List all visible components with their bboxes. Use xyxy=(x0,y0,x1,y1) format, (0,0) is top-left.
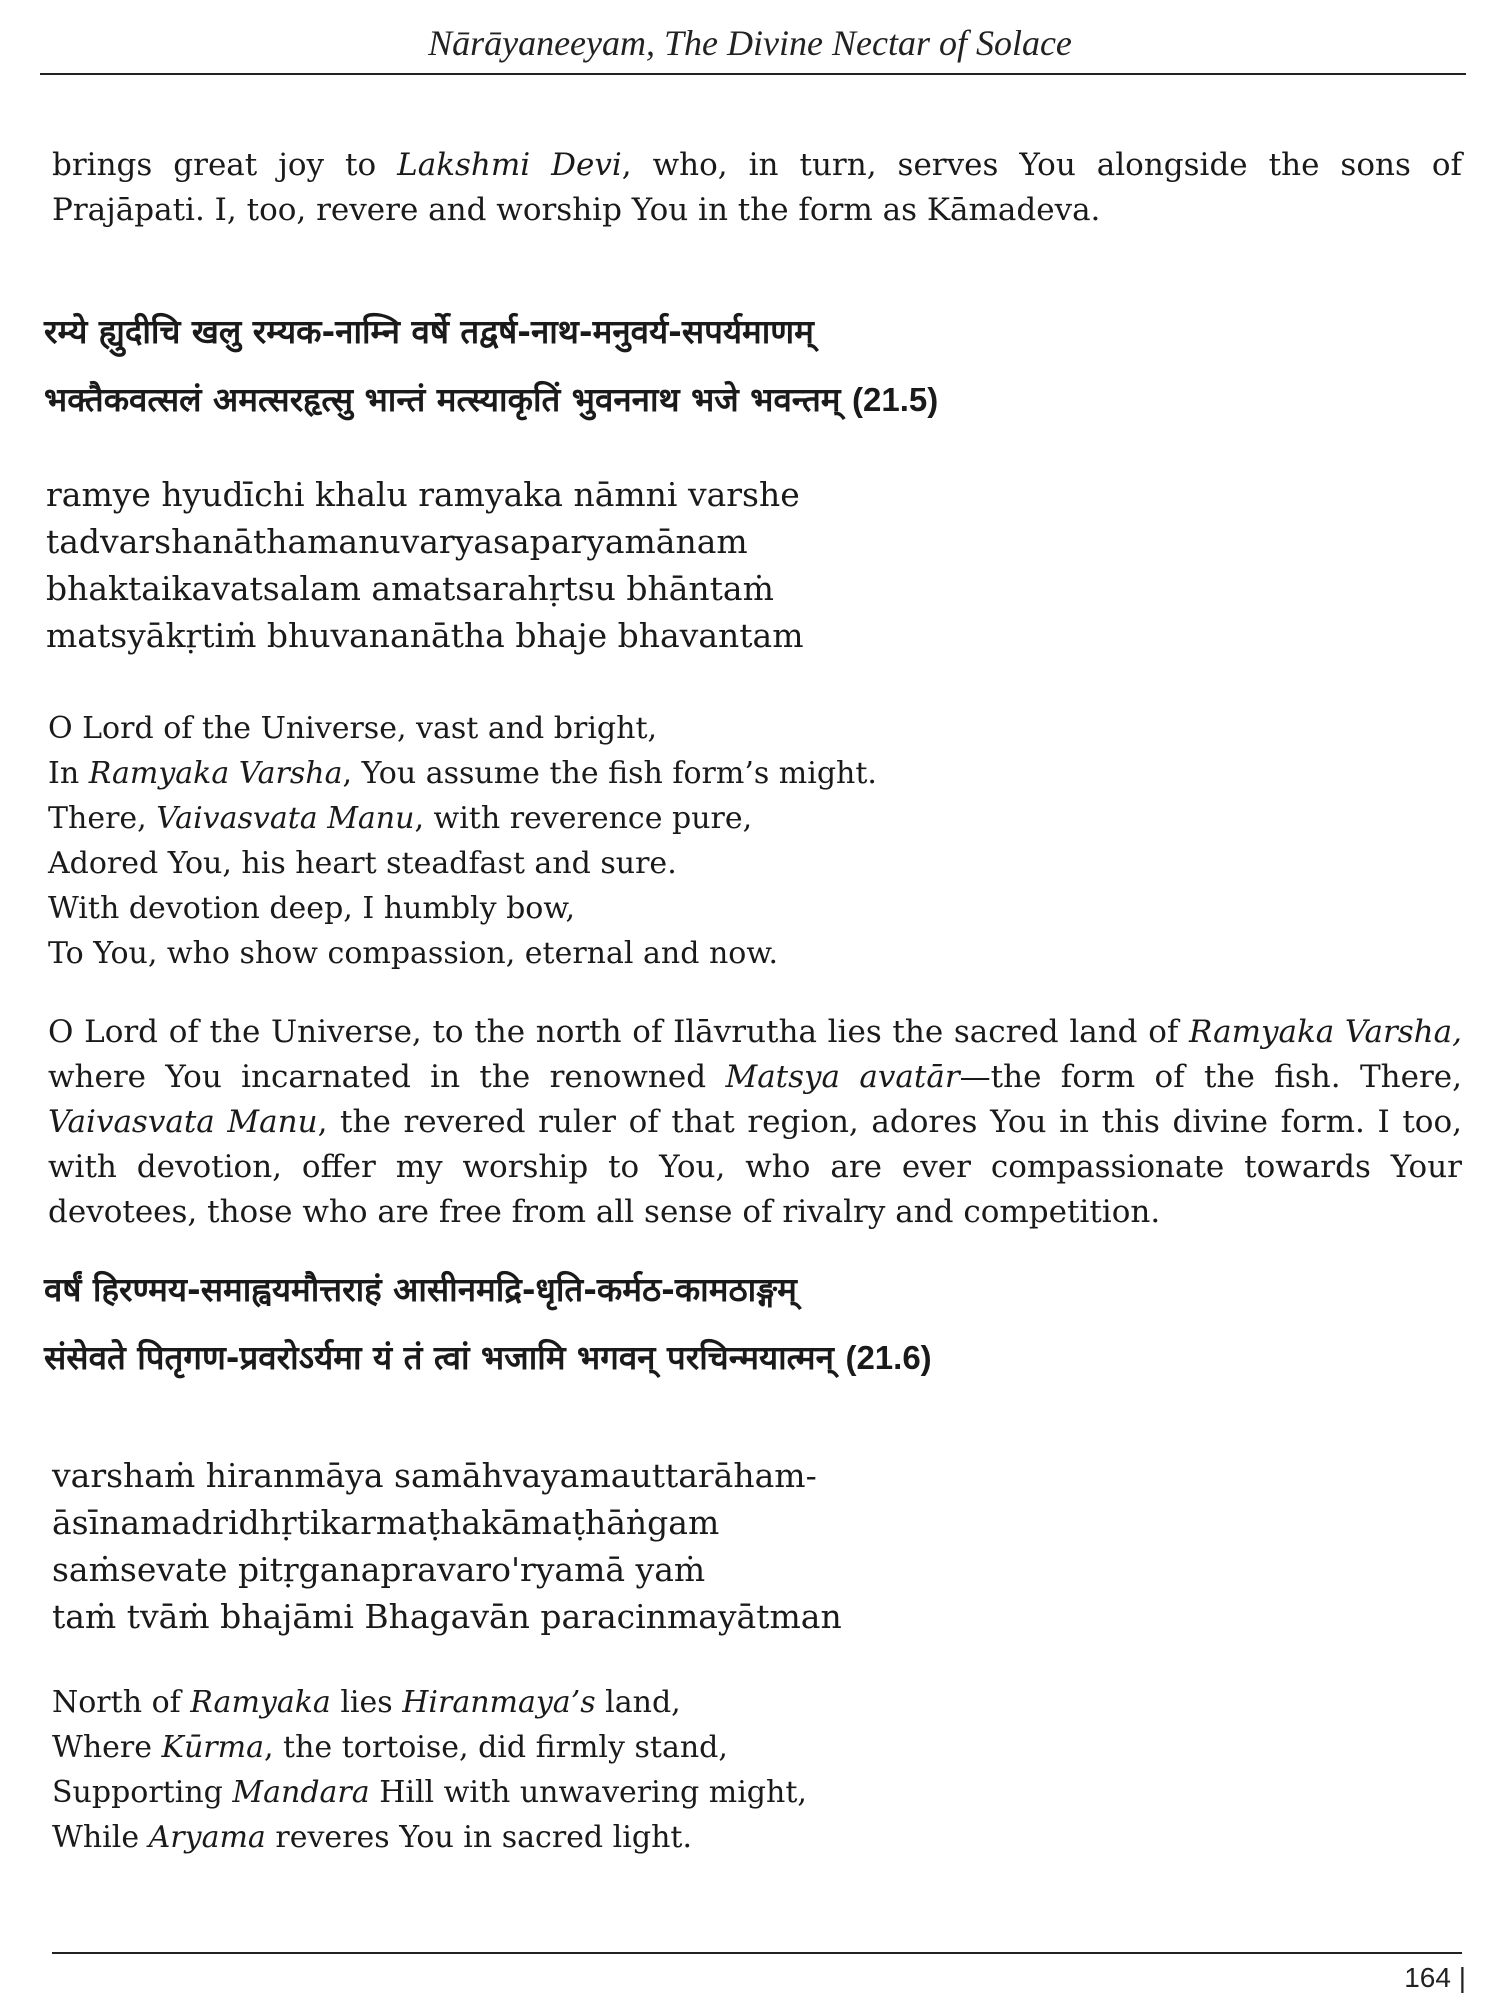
running-header-title: Nārāyaneeyam, The Divine Nectar of Solace xyxy=(428,23,1072,63)
italic-term: Mandara xyxy=(232,1775,370,1810)
transliteration-line: taṁ tvāṁ bhajāmi Bhagavān paracinmayātman xyxy=(52,1597,842,1636)
transliteration-line: matsyākṛtiṁ bhuvananātha bhaje bhavantam xyxy=(46,616,804,655)
italic-term: Ramyaka Varsha, xyxy=(1189,1014,1462,1050)
italic-term: Ramyaka Varsha xyxy=(88,756,343,791)
transliteration-21-5 xyxy=(46,471,804,659)
text-line: While Aryama reveres You in sacred light. xyxy=(52,1820,692,1855)
text-line: With devotion deep, I humbly bow, xyxy=(48,891,576,926)
transliteration-line: saṁsevate pitṛganapravaro'ryamā yaṁ xyxy=(52,1550,706,1589)
italic-term: Vaivasvata Manu xyxy=(48,1104,318,1140)
italic-term: Aryama xyxy=(148,1820,266,1855)
poem-21-5 xyxy=(48,706,877,976)
text-line: Where Kūrma, the tortoise, did firmly stand, xyxy=(52,1730,728,1765)
transliteration-line: āsīnamadridhṛtikarmaṭhakāmaṭhāṅgam xyxy=(52,1503,720,1542)
sanskrit-line: भक्तैकवत्सलं अमत्सरहृत्सु भान्तं मत्स्याकृतिं भुवननाथ भजे भवन्तम् (21.5) xyxy=(44,380,939,419)
verse-reference: (21.6) xyxy=(845,1339,932,1376)
text-line: where You incarnated in the renowned Matsya avatār—the form of the fish. There, xyxy=(48,1059,1462,1095)
transliteration-21-6 xyxy=(52,1452,842,1640)
text-line: O Lord of the Universe, vast and bright, xyxy=(48,711,658,746)
italic-term: Hiranmaya’s xyxy=(402,1685,596,1720)
text-line: Prajāpati. I, too, revere and worship You in the form as Kāmadeva. xyxy=(52,192,1101,228)
verse-reference: (21.5) xyxy=(852,381,939,418)
text-line: Adored You, his heart steadfast and sure. xyxy=(48,846,677,881)
text-line: with devotion, offer my worship to You, who are ever compassionate towards Your xyxy=(48,1149,1462,1185)
italic-term: Ramyaka xyxy=(190,1685,331,1720)
text-line: devotees, those who are free from all sense of rivalry and competition. xyxy=(48,1194,1161,1230)
italic-term: Kūrma xyxy=(161,1730,264,1765)
text-line: Supporting Mandara Hill with unwavering might, xyxy=(52,1775,807,1810)
italic-term: Matsya avatār xyxy=(725,1059,960,1095)
text-line: To You, who show compassion, eternal and now. xyxy=(48,936,778,971)
text-line: North of Ramyaka lies Hiranmaya’s land, xyxy=(52,1685,681,1720)
text-line: In Ramyaka Varsha, You assume the fish form’s might. xyxy=(48,756,877,791)
text-line: There, Vaivasvata Manu, with reverence pure, xyxy=(48,801,753,836)
text-line: Vaivasvata Manu, the revered ruler of that region, adores You in this divine form. I too, xyxy=(48,1104,1462,1140)
page-number: 164 | xyxy=(1404,1962,1466,1993)
intro-paragraph xyxy=(52,143,1462,233)
transliteration-line: varshaṁ hiranmāya samāhvayamauttarāham- xyxy=(52,1456,817,1495)
sanskrit-line: रम्ये ह्युदीचि खलु रम्यक-नाम्नि वर्षे तद्वर्ष-नाथ-मनुवर्य-सपर्यमाणम् xyxy=(44,312,814,351)
prose-21-5 xyxy=(48,1010,1462,1235)
text-line: O Lord of the Universe, to the north of Ilāvrutha lies the sacred land of Ramyaka Varsha, xyxy=(48,1014,1462,1050)
sanskrit-verse-21-6 xyxy=(44,1256,932,1392)
transliteration-line: tadvarshanāthamanuvaryasaparyamānam xyxy=(46,522,748,561)
header-rule xyxy=(40,73,1466,75)
text-line: brings great joy to Lakshmi Devi, who, in turn, serves You alongside the sons of xyxy=(52,147,1462,183)
sanskrit-line: वर्षं हिरण्मय-समाह्वयमौत्तराहं आसीनमद्रि-धृति-कर्मठ-कामठाङ्गम् xyxy=(44,1270,797,1309)
transliteration-line: bhaktaikavatsalam amatsarahṛtsu bhāntaṁ xyxy=(46,569,774,608)
transliteration-line: ramye hyudīchi khalu ramyaka nāmni varshe xyxy=(46,475,800,514)
italic-term: Vaivasvata Manu xyxy=(156,801,415,836)
sanskrit-line: संसेवते पितृगण-प्रवरोऽर्यमा यं तं त्वां भजामि भगवन् परचिन्मयात्मन् (21.6) xyxy=(44,1338,932,1377)
sanskrit-verse-21-5 xyxy=(44,298,938,434)
footer-rule xyxy=(52,1952,1462,1954)
italic-term: Lakshmi Devi xyxy=(397,147,622,183)
poem-21-6 xyxy=(52,1680,807,1860)
